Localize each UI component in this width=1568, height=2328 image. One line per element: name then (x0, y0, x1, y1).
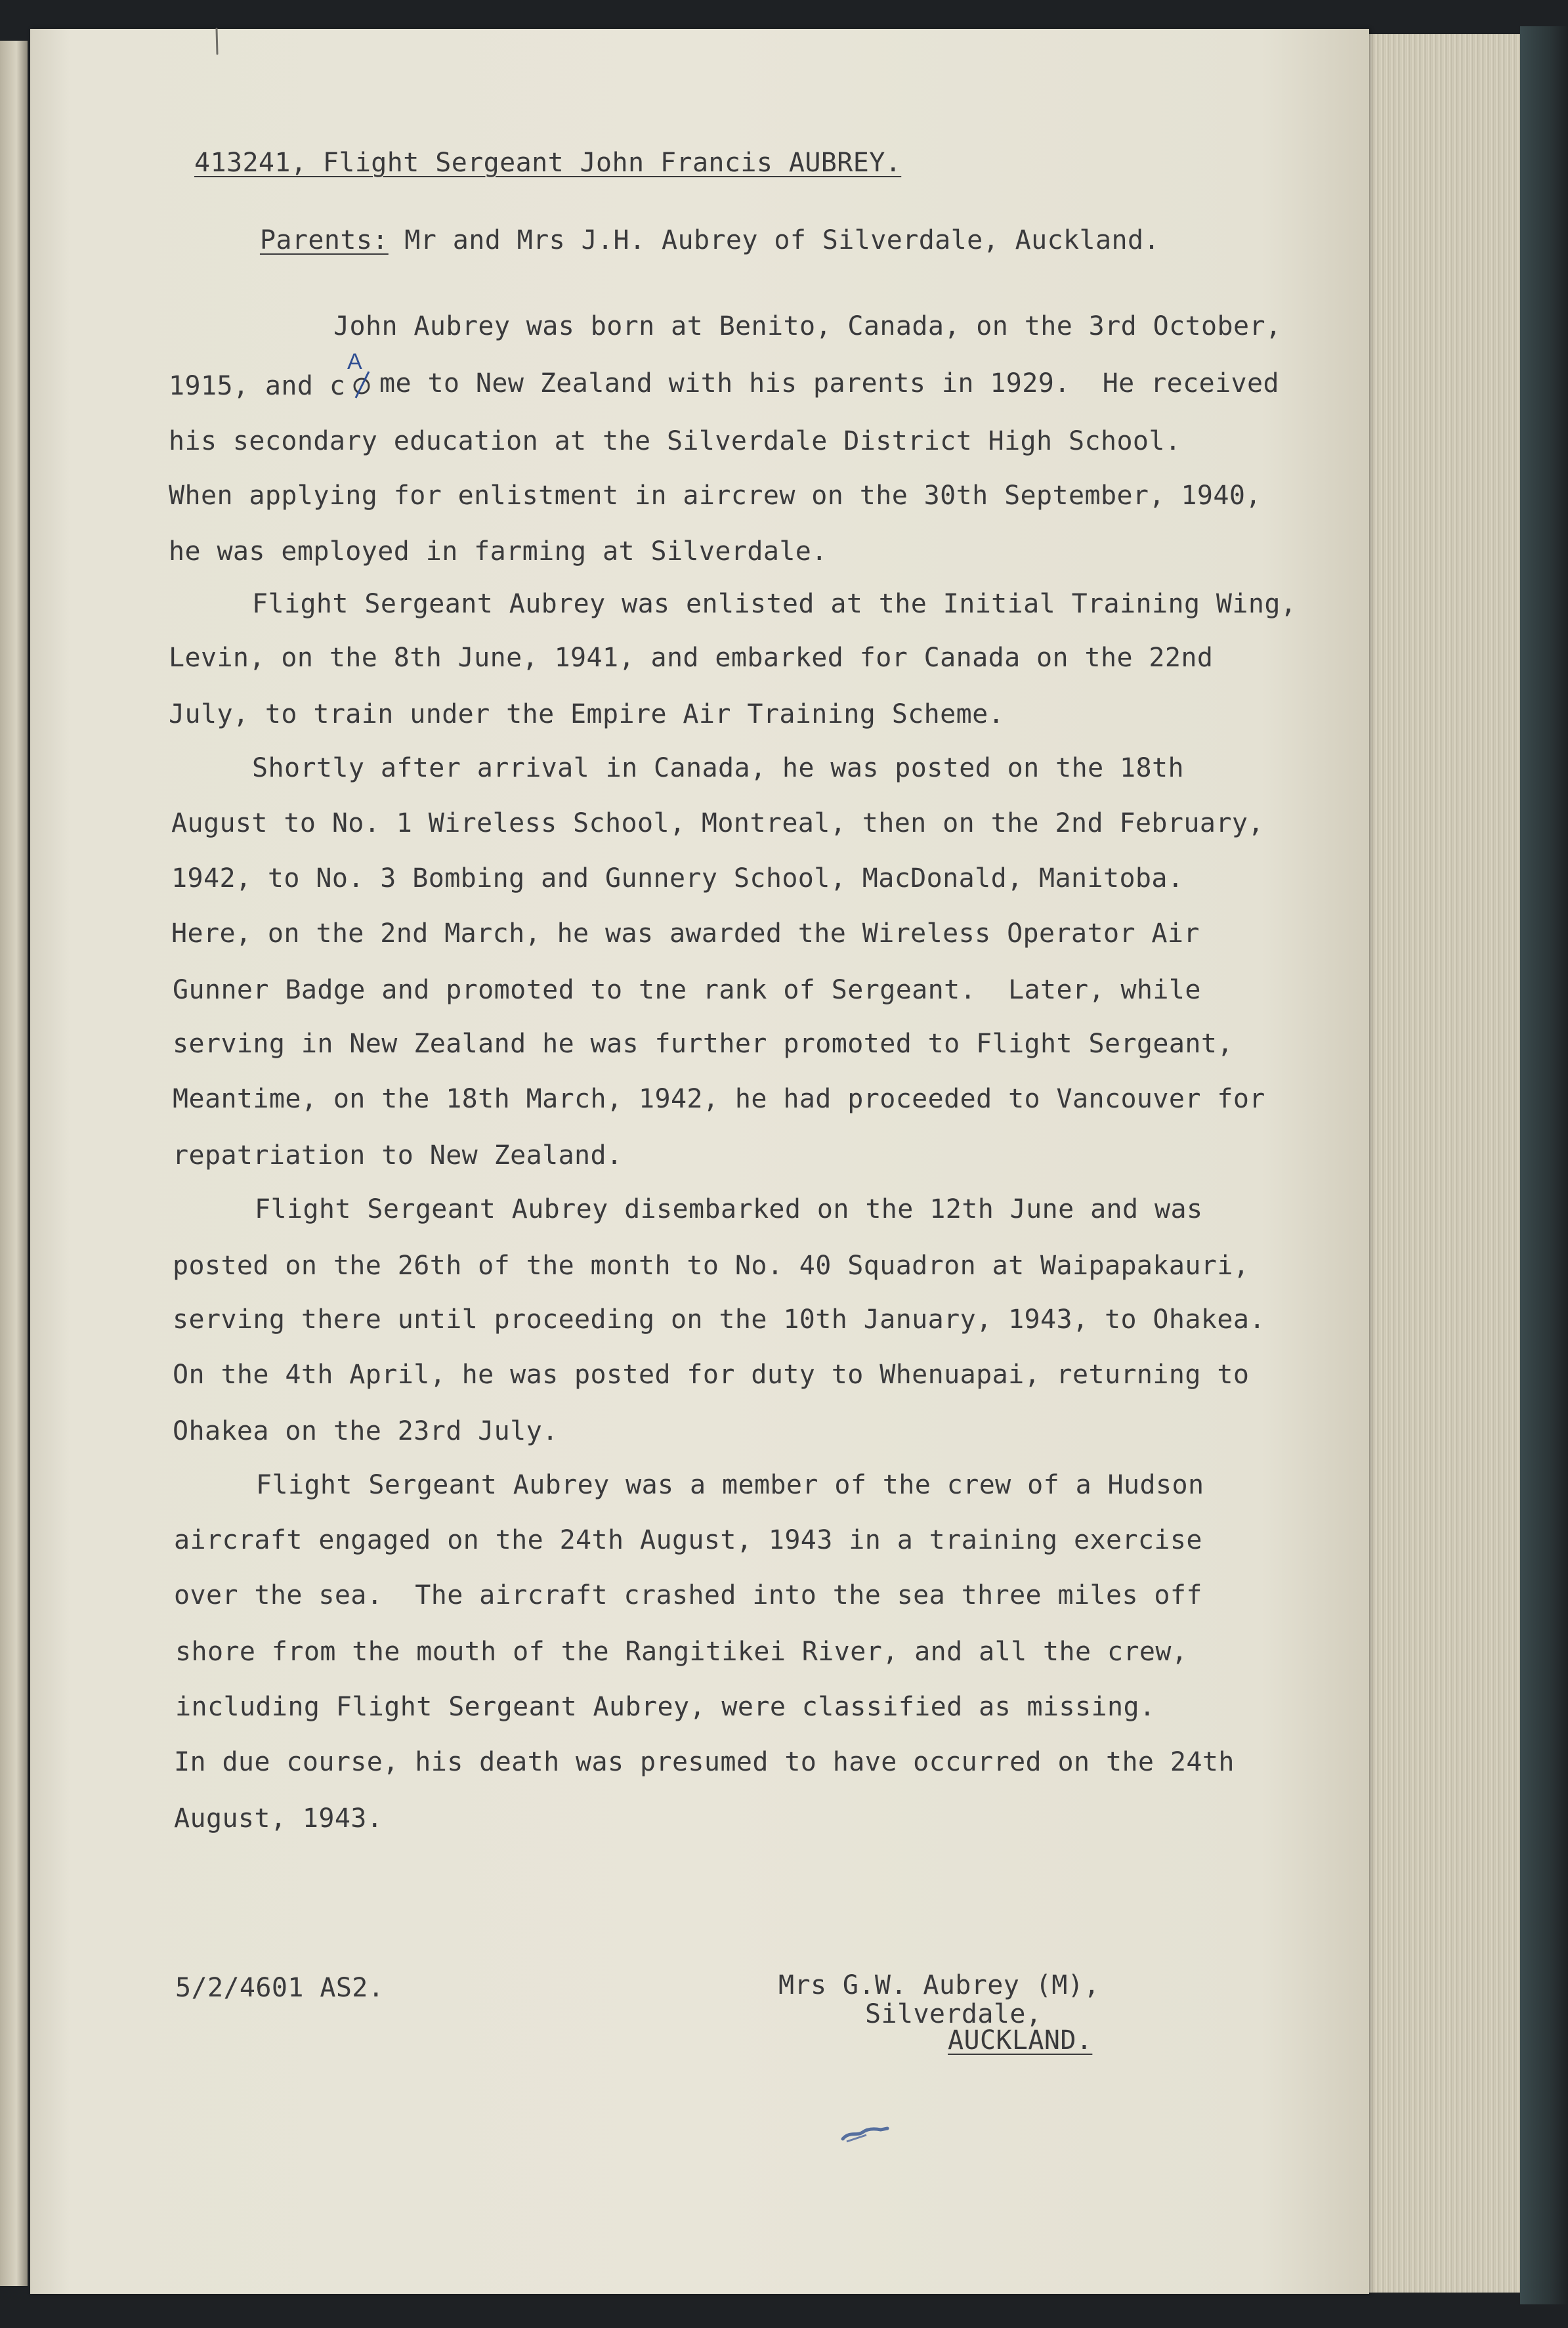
body-line: Here, on the 2nd March, he was awarded the Wireless Operator Air (171, 918, 1200, 949)
body-line: Flight Sergeant Aubrey was a member of the crew of a Hudson (256, 1470, 1204, 1500)
pencil-mark (211, 28, 222, 58)
ink-mark (840, 2124, 893, 2144)
body-line: me to New Zealand with his parents in 1929. He received (379, 368, 1279, 399)
body-line: he was employed in farming at Silverdale. (169, 536, 828, 567)
addressee-town: Silverdale, (865, 1999, 1042, 2029)
body-line: serving there until proceeding on the 10th January, 1943, to Ohakea. (173, 1304, 1265, 1335)
body-line: aircraft engaged on the 24th August, 1943 in a training exercise (174, 1525, 1202, 1555)
body-line: Levin, on the 8th June, 1941, and embarked for Canada on the 22nd (169, 643, 1214, 673)
body-line: When applying for enlistment in aircrew on the 30th September, 1940, (169, 481, 1261, 511)
parents-label: Parents: (259, 225, 389, 255)
body-line: 1915, and c (169, 371, 346, 401)
body-line: Shortly after arrival in Canada, he was posted on the 18th (252, 753, 1184, 783)
addressee-city: AUCKLAND. (948, 2025, 1093, 2056)
book-page-edges (1369, 34, 1520, 2293)
body-line: 1942, to No. 3 Bombing and Gunnery School, MacDonald, Manitoba. (171, 863, 1184, 894)
body-line: over the sea. The aircraft crashed into the sea three miles off (174, 1580, 1202, 1610)
body-line: In due course, his death was presumed to have occurred on the 24th (174, 1747, 1235, 1777)
parents-line (196, 201, 1160, 280)
body-line: Flight Sergeant Aubrey was enlisted at the Initial Training Wing, (252, 589, 1297, 619)
body-line: his secondary education at the Silverdale District High School. (169, 426, 1181, 456)
body-line: repatriation to New Zealand. (173, 1140, 623, 1171)
file-reference: 5/2/4601 AS2. (175, 1973, 385, 2003)
body-line: Meantime, on the 18th March, 1942, he had proceeded to Vancouver for (173, 1084, 1265, 1114)
body-line: shore from the mouth of the Rangitikei River, and all the crew, (175, 1637, 1188, 1667)
previous-page-edge (0, 41, 28, 2286)
body-line: Ohakea on the 23rd July. (173, 1416, 559, 1446)
record-title: 413241, Flight Sergeant John Francis AUBREY. (194, 148, 902, 178)
book-cover-edge (1520, 26, 1568, 2304)
ink-correction-letter: A (347, 349, 362, 374)
body-line: August, 1943. (174, 1803, 383, 1834)
addressee-name: Mrs G.W. Aubrey (M), (778, 1970, 1100, 2000)
body-line: Flight Sergeant Aubrey disembarked on the 12th June and was (255, 1194, 1203, 1224)
parents-value: Mr and Mrs J.H. Aubrey of Silverdale, Auckland. (388, 225, 1160, 255)
body-line: August to No. 1 Wireless School, Montreal, then on the 2nd February, (171, 808, 1264, 838)
ink-strike-mark (349, 368, 375, 400)
body-line: Gunner Badge and promoted to tne rank of Sergeant. Later, while (173, 975, 1201, 1005)
body-line: On the 4th April, he was posted for duty to Whenuapai, returning to (173, 1360, 1250, 1390)
body-line: posted on the 26th of the month to No. 40 Squadron at Waipapakauri, (173, 1251, 1250, 1281)
body-line: John Aubrey was born at Benito, Canada, on the 3rd October, (333, 311, 1282, 341)
body-line: including Flight Sergeant Aubrey, were classified as missing. (175, 1692, 1156, 1722)
body-line: serving in New Zealand he was further promoted to Flight Sergeant, (173, 1029, 1233, 1059)
body-line: July, to train under the Empire Air Training Scheme. (169, 699, 1005, 729)
